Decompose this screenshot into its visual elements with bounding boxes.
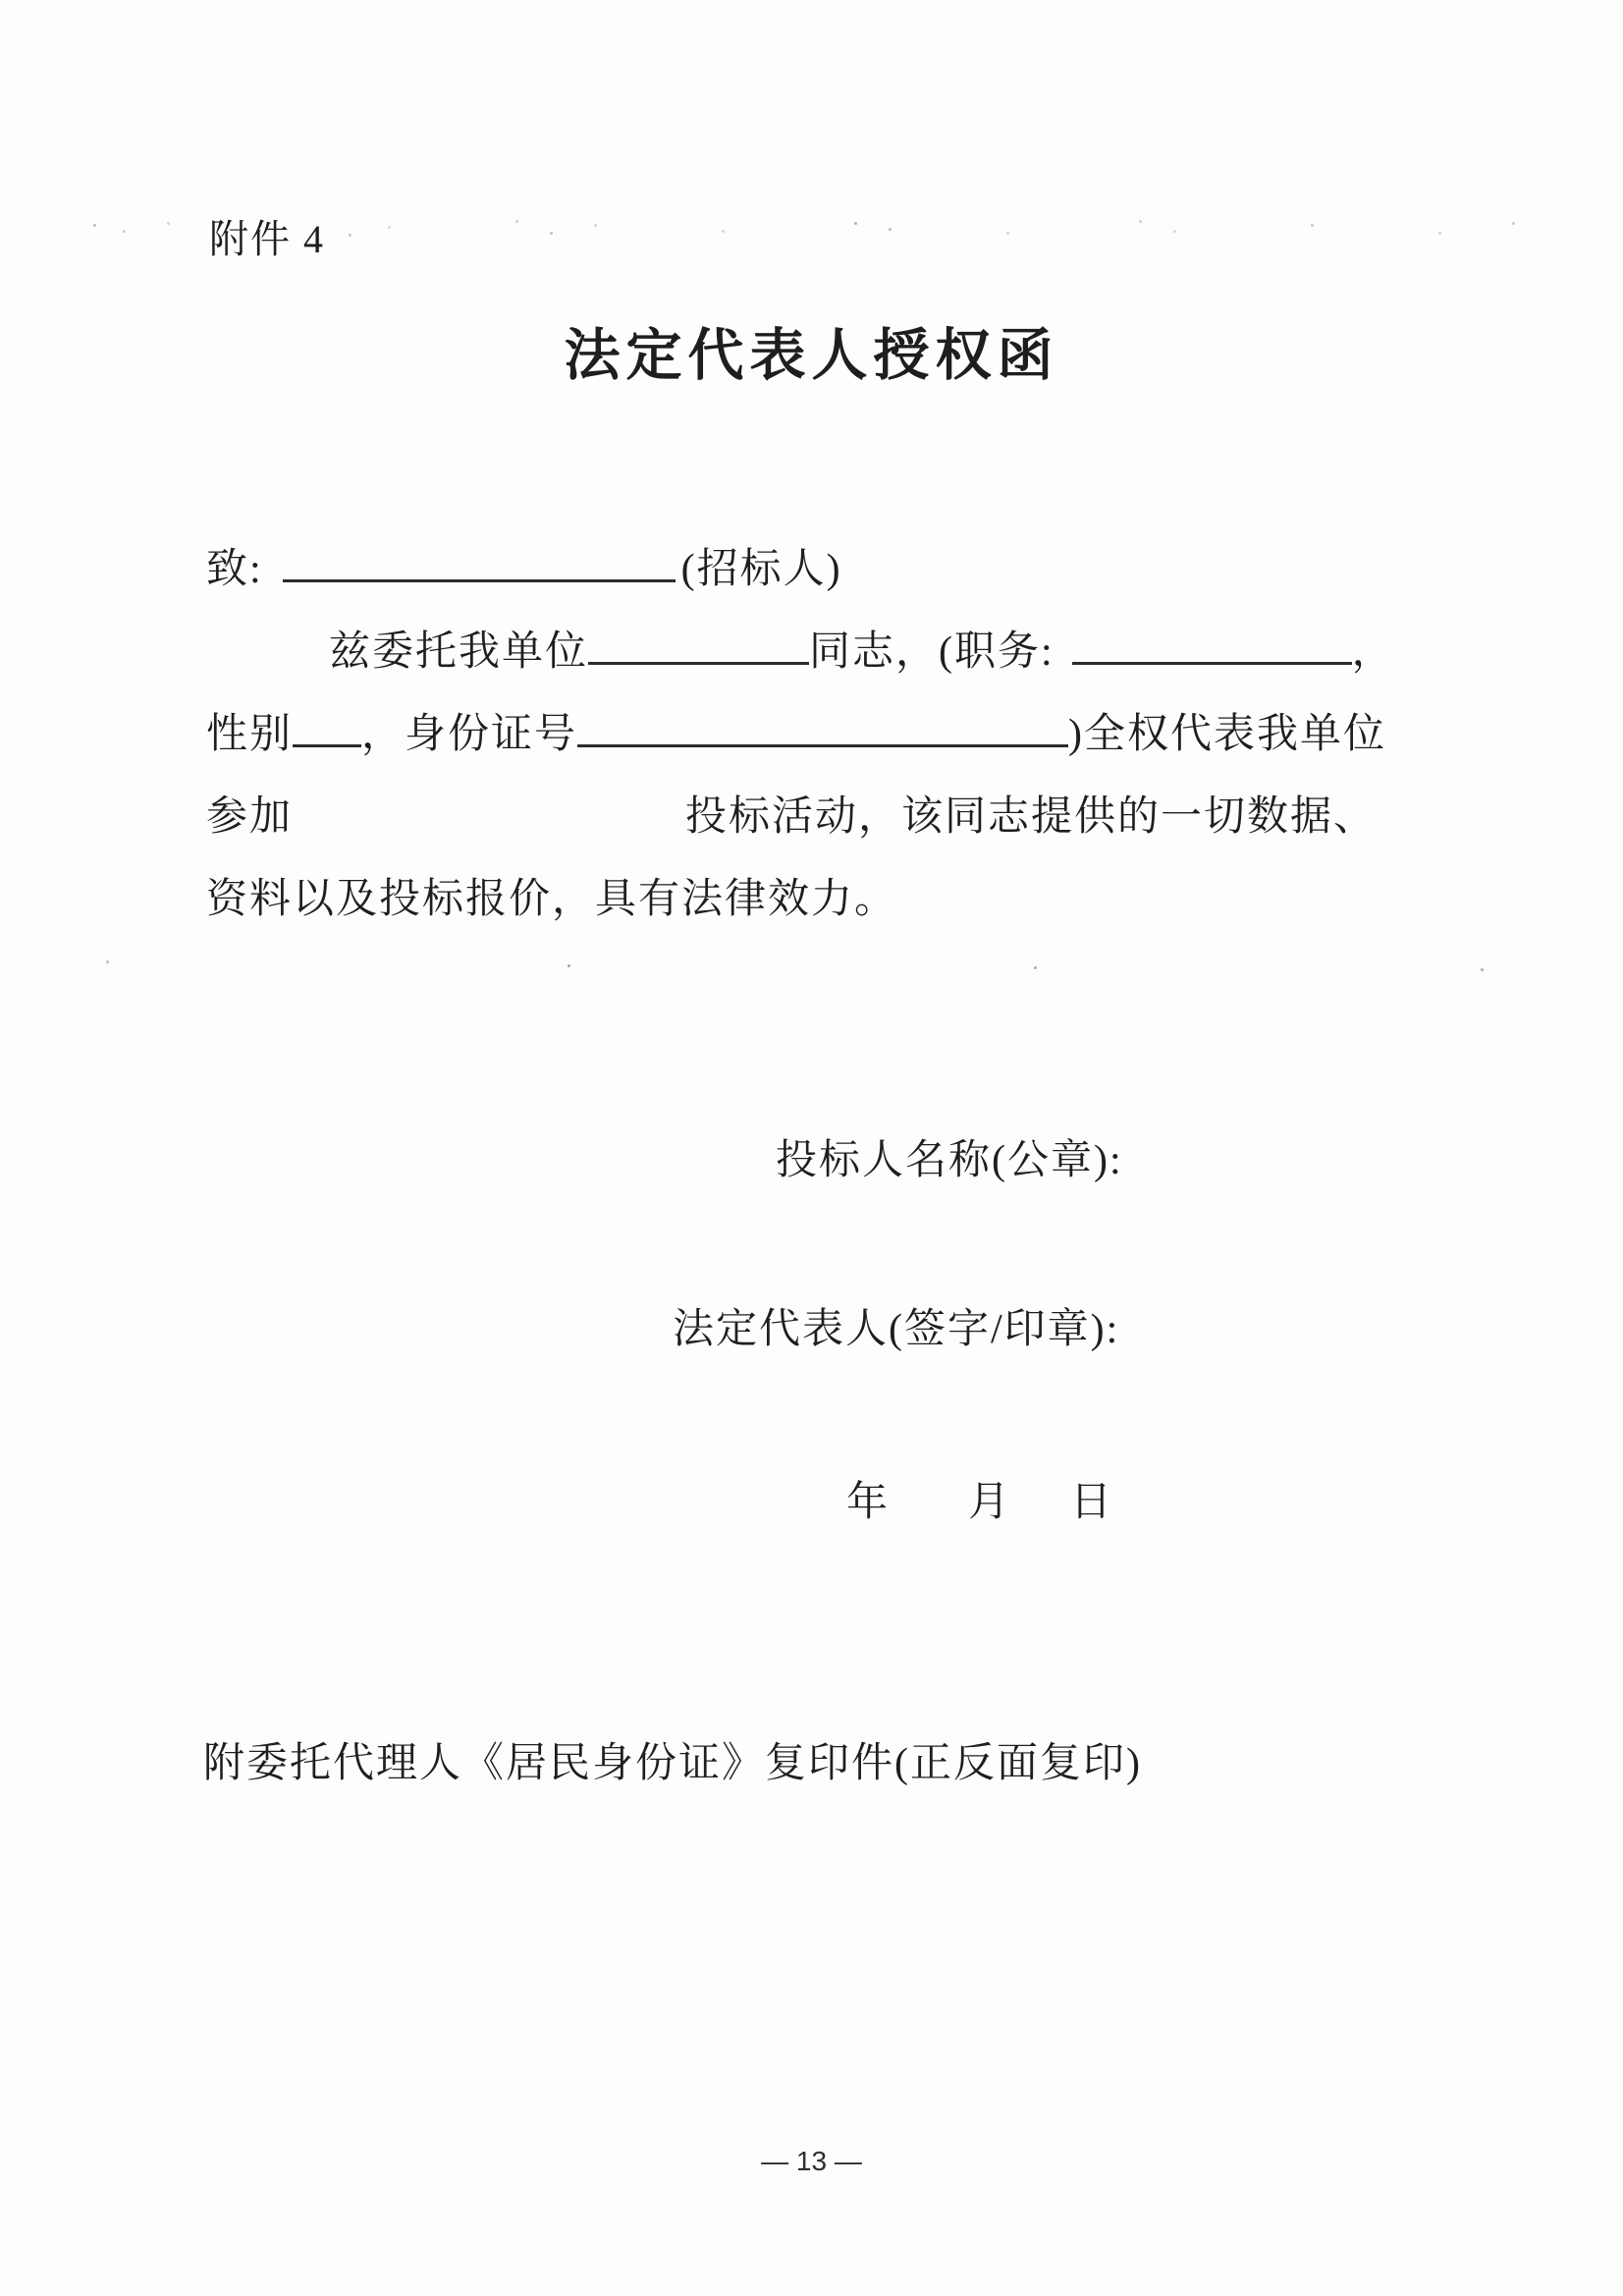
id-line <box>206 693 1463 776</box>
to-line <box>206 528 1463 611</box>
tenderer-note: (招标人) <box>680 547 842 592</box>
closing-line: 资料以及投标报价，具有法律效力。 <box>206 877 898 922</box>
scan-noise-top <box>93 224 96 227</box>
entrust-text-3: ， <box>1351 629 1395 675</box>
duty-blank-line <box>1072 623 1352 665</box>
document-title: 法定代表人授权函 <box>564 325 1059 387</box>
participate-text: 投标活动，该同志提供的一切数据、 <box>685 794 1378 840</box>
entrust-text-2: 同志，(职务: <box>809 629 1055 675</box>
participate-line <box>206 776 1463 858</box>
authorize-text: )全权代表我单位 <box>1068 712 1387 757</box>
year-label: 年 <box>846 1480 889 1525</box>
footnote-id-copy: 附委托代理人《居民身份证》复印件(正反面复印) <box>203 1741 1142 1786</box>
legal-representative-label: 法定代表人(签字/印章): <box>673 1307 1120 1352</box>
scan-noise-middle <box>106 960 109 963</box>
participate-label: 参加 <box>206 794 294 840</box>
bidder-name-label: 投标人名称(公章): <box>776 1138 1123 1183</box>
document-body <box>206 528 1463 941</box>
to-label: 致: <box>206 547 263 592</box>
gender-blank-line <box>293 705 361 747</box>
page-number: — 13 — <box>761 2146 862 2176</box>
date-line <box>846 1469 1111 1528</box>
id-number-label: ，身份证号 <box>361 712 578 757</box>
month-label: 月 <box>968 1480 1010 1525</box>
day-label: 日 <box>1070 1480 1112 1525</box>
delegate-name-blank-line <box>588 623 809 665</box>
gender-label: 性别 <box>206 712 294 757</box>
entrust-text-1: 兹委托我单位 <box>329 629 589 675</box>
recipient-blank-line <box>283 540 676 582</box>
attachment-label: 附件 4 <box>209 217 325 261</box>
entrust-line <box>206 611 1463 693</box>
id-number-blank-line <box>577 705 1068 747</box>
